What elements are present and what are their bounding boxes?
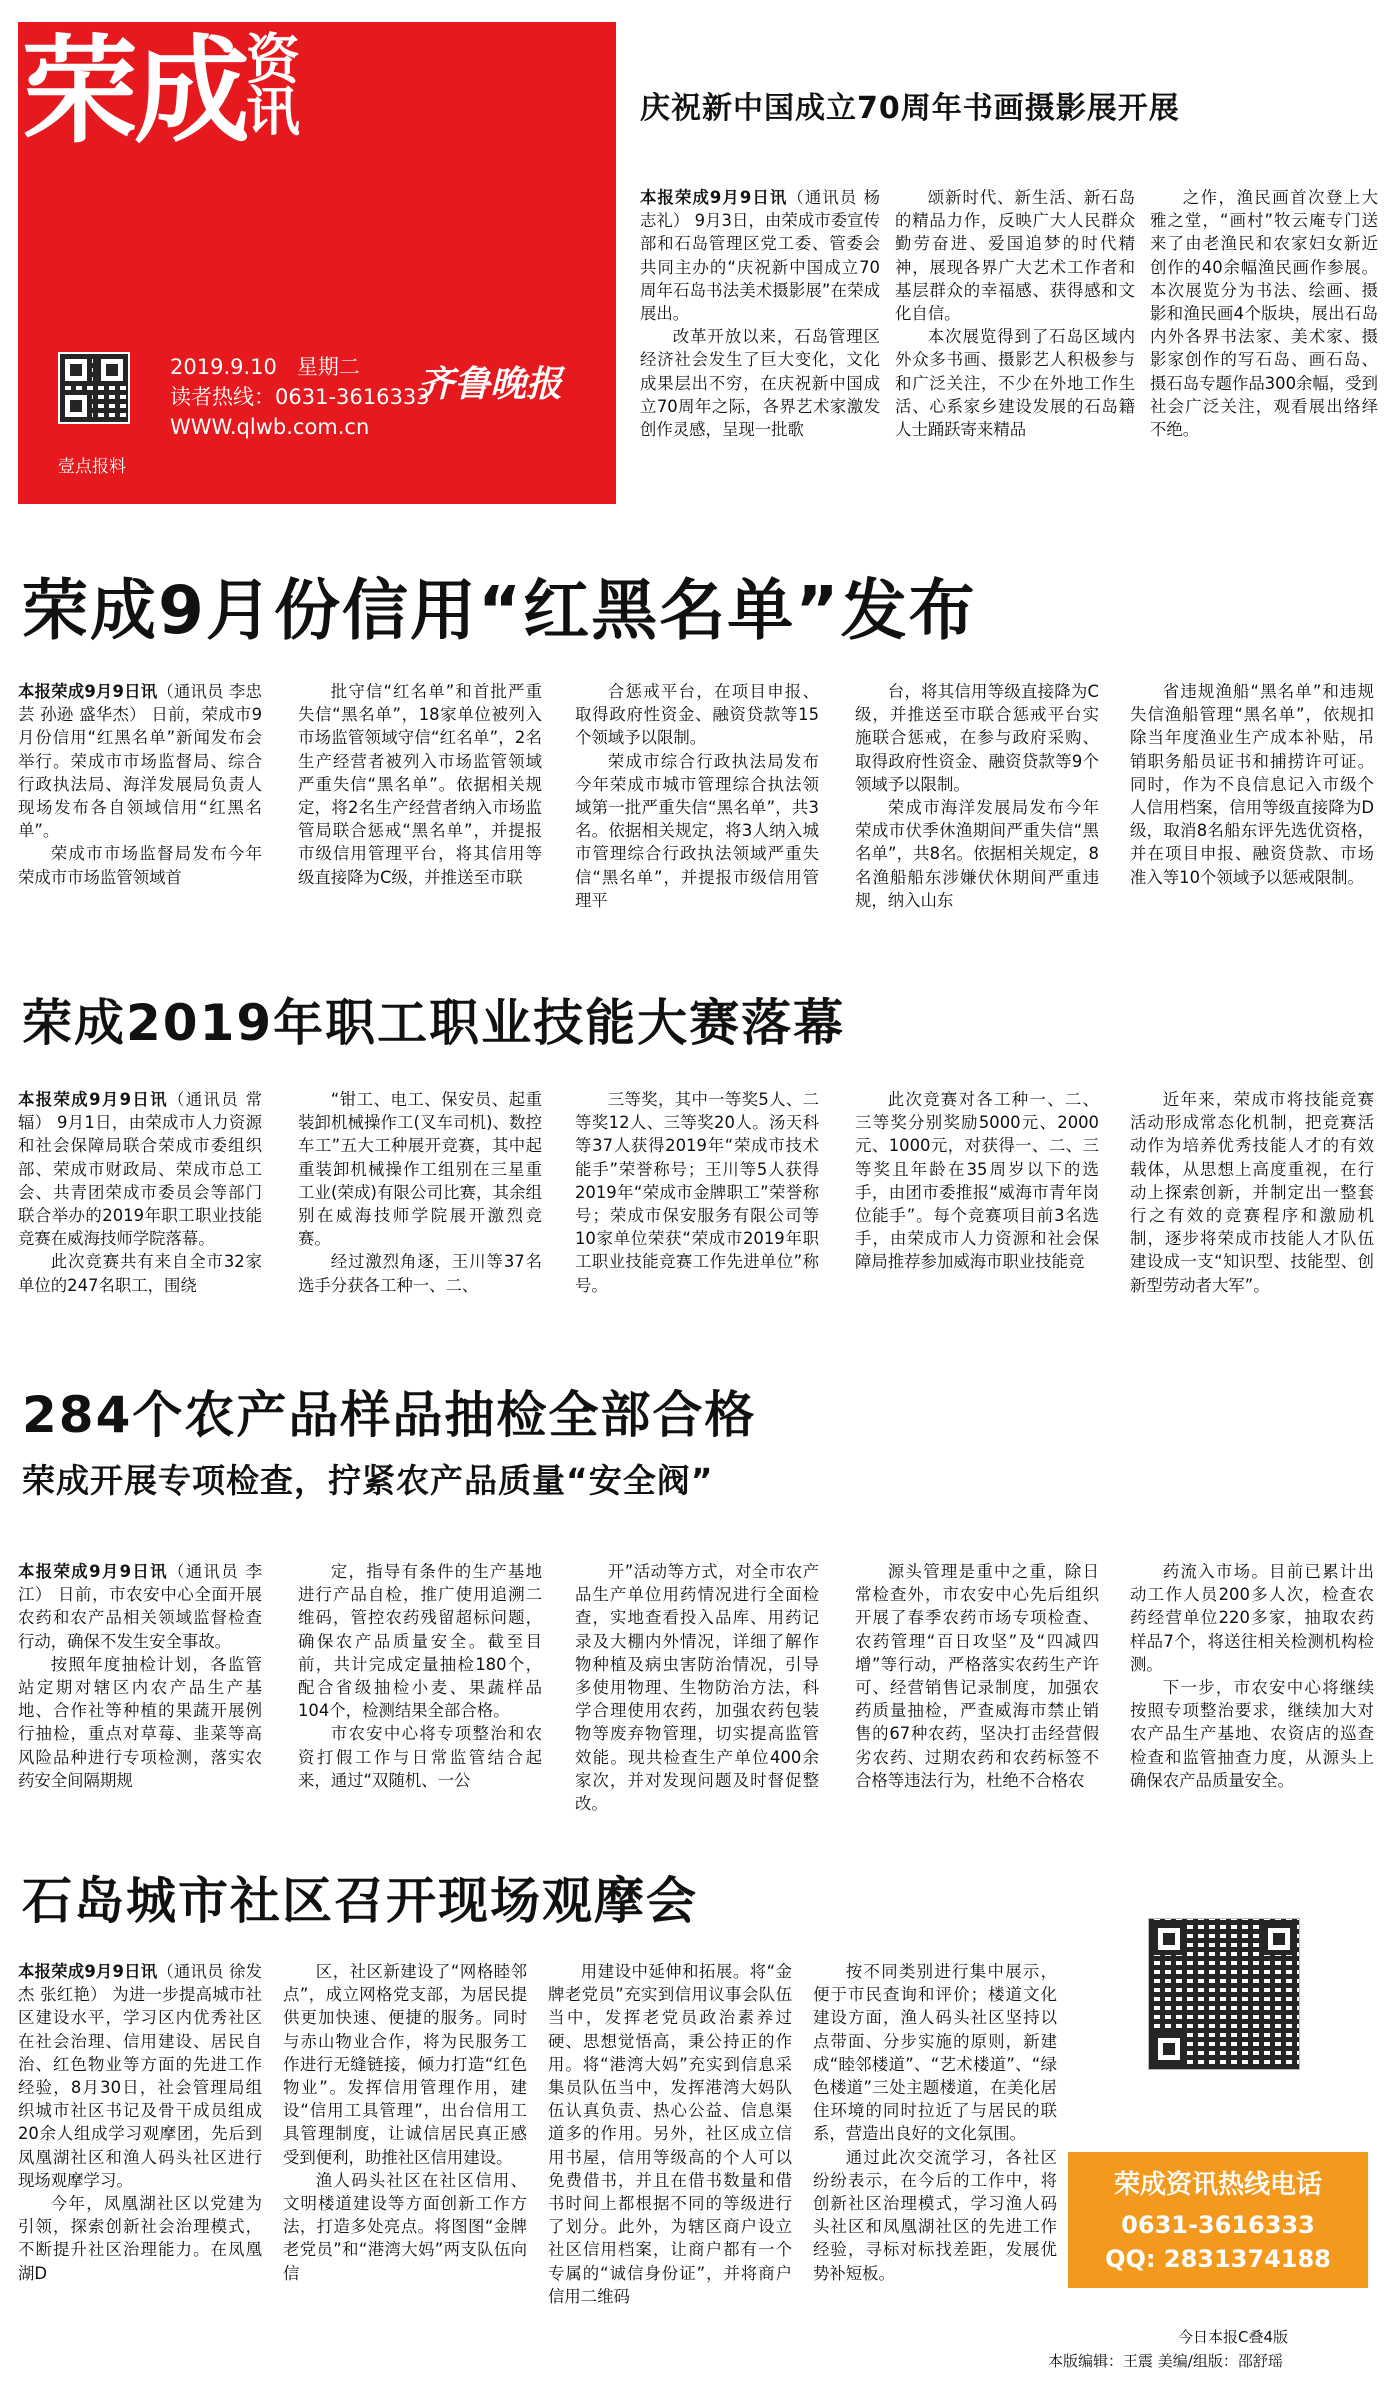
shidao-column-4 (813, 1960, 1057, 2375)
masthead-hotline: 读者热线：0631-3616333 (170, 385, 430, 409)
farm-subhead: 荣成开展专项检查，拧紧农产品质量“安全阀” (22, 1461, 714, 1500)
skills-column-1 (18, 1088, 262, 1324)
hotline-title: 荣成资讯热线电话 (1113, 2170, 1322, 2200)
dateline: 本报荣成9月9日讯 (18, 1090, 168, 1109)
hotline-qq: QQ: 2831374188 (1105, 2245, 1331, 2273)
masthead-title-small (246, 28, 306, 143)
masthead-info (170, 352, 430, 442)
skills-column-2 (298, 1088, 542, 1324)
dateline: 本报荣成9月9日讯 (18, 682, 158, 701)
paragraph: 荣成市市场监督局发布今年荣成市市场监管领域首 (18, 844, 262, 887)
hotline-phone: 0631-3616333 (1121, 2211, 1315, 2239)
masthead-website[interactable]: WWW.qlwb.com.cn (170, 415, 370, 439)
paragraph: 定，指导有条件的生产基地进行产品自检，推广使用追溯二维码，管控农药残留超标问题，确保农产品质量安全。截至目前，共计完成定量抽检180个，配合省级抽检小麦、果蔬样品104个，检测结果全部合格。 (298, 1562, 542, 1721)
paragraph: 台，将其信用等级直接降为C级，并推送至市联合惩戒平台实施联合惩戒，在参与政府采购、取得政府性资金、融资贷款等9个领域予以限制。 (855, 682, 1099, 794)
farm-column-5 (1130, 1560, 1374, 1818)
lead-column-2 (895, 186, 1135, 506)
farm-column-3: 开”活动等方式，对全市农产品生产单位用药情况进行全面检查，实地查看投入品库、用药记录及大棚内外情况，详细了解作物种植及病虫害防治情况，引导多使用物理、生物防治方法，科学合理使用农药，加强农药包装物等废弃物管理，切实提高监管效能。现共检查生产单位400余家次，并对发现问题及时督促整改。 (575, 1562, 819, 1814)
lead-column-1 (640, 186, 880, 506)
lead-column-3: 之作，渔民画首次登上大雅之堂，“画村”牧云庵专门送来了由老渔民和农家妇女新近创作的40余幅渔民画作参展。本次展览分为书法、绘画、摄影和渔民画4个版块，展出石岛内外各界书法家、美术家、摄影家创作的写石岛、画石岛、摄石岛专题作品300余幅，受到社会广泛关注，观看展出络绎不绝。 (1150, 188, 1378, 440)
shidao-column-3: 用建设中延伸和拓展。将“金牌老党员”充实到信用议事会队伍当中，发挥老党员政治素养过硬、思想觉悟高，秉公持正的作用。将“港湾大妈”充实到信息采集员队伍当中，发挥港湾大妈队伍认真负责、热心公益、信息渠道多的作用。另外，社区成立信用书屋，信用等级高的个人可以免费借书，并且在借书数量和借书时间上都根据不同的等级进行了划分。此外，为辖区商户设立社区信用档案，让商户都有一个专属的“诚信身份证”，并将商户信用二维码 (548, 1962, 792, 2306)
paragraph: 本报荣成9月9日讯（通讯员 杨志礼） 9月3日，由荣成市委宣传部和石岛管理区党工委、管委会共同主办的“庆祝新中国成立70周年石岛书法美术摄影展”在荣成展出。 (640, 188, 880, 324)
credit-headline: 荣成9月份信用“红黑名单”发布 (22, 572, 977, 649)
masthead-title-main: 荣成 (22, 24, 246, 159)
masthead-date: 2019.9.10 星期二 (170, 355, 360, 379)
farm-headline: 284个农产品样品抽检全部合格 (22, 1386, 757, 1444)
shidao-headline: 石岛城市社区召开现场观摩会 (22, 1872, 698, 1930)
credit-column-3 (575, 680, 819, 935)
paragraph: 本报荣成9月9日讯（通讯员 李忠芸 孙逊 盛华杰） 日前，荣成市9月份信用“红黑名单”新闻发布会举行。荣成市市场监督局、综合行政执法局、海洋发展局负责人现场发布各自领域信用“红黑名单”。 (18, 682, 262, 841)
paragraph: 改革开放以来，石岛管理区经济社会发生了巨大变化，文化成果层出不穷，在庆祝新中国成立70周年之际，各界艺术家激发创作灵感，呈现一批歌 (640, 327, 880, 440)
credit-column-4 (855, 680, 1099, 935)
paragraph: 颂新时代、新生活、新石岛的精品力作，反映广大人民群众勤劳奋进、爱国追梦的时代精神，展现各界广大艺术工作者和基层群众的幸福感、获得感和文化自信。 (895, 188, 1135, 324)
dateline: 本报荣成9月9日讯 (18, 1962, 158, 1981)
farm-column-2 (298, 1560, 542, 1818)
paragraph: 合惩戒平台，在项目申报、取得政府性资金、融资贷款等15个领域予以限制。 (575, 682, 819, 748)
paragraph: 按不同类别进行集中展示，便于市民查询和评价；楼道文化建设方面，渔人码头社区坚持以点带面、分步实施的原则，新建成“睦邻楼道”、“艺术楼道”、“绿色楼道”三处主题楼道，在美化居住环境的同时拉近了与居民的联系，营造出良好的文化氛围。 (813, 1962, 1057, 2144)
masthead-title (22, 24, 306, 159)
paragraph: 渔人码头社区在社区信用、文明楼道建设等方面创新工作方法，打造多处亮点。将图图“金牌老党员”和“港湾大妈”两支队伍向信 (283, 2170, 527, 2283)
hotline-qr-code[interactable] (1148, 1918, 1300, 2070)
paragraph: 经过激烈角逐，王川等37名选手分获各工种一、二、 (298, 1252, 542, 1295)
footer-editor-credit: 本版编辑：王震 美编/组版：邵舒瑶 (1048, 2352, 1283, 2370)
paragraph: 此次竞赛共有来自全市32家单位的247名职工，围绕 (18, 1252, 262, 1295)
paragraph: 本报荣成9月9日讯（通讯员 常辐） 9月1日，由荣成市人力资源和社会保障局联合荣成市委组织部、荣成市财政局、荣成市总工会、共青团荣成市委员会等部门联合举办的2019年职工职业技能竞赛在威海技师学院落幕。 (18, 1090, 262, 1249)
credit-column-1 (18, 680, 262, 935)
hotline-box (1068, 2152, 1368, 2288)
lead-headline: 庆祝新中国成立70周年书画摄影展开展 (640, 91, 1180, 126)
masthead-title-small2: 讯 (246, 80, 298, 143)
dateline: 本报荣成9月9日讯 (640, 188, 788, 207)
paragraph: 本报荣成9月9日讯（通讯员 徐发杰 张红艳） 为进一步提高城市社区建设水平，学习区内优秀社区在社会治理、信用建设、居民自治、红色物业等方面的先进工作经验，8月30日，社会管理局组织城市社区书记及骨干成员组成20余人组成学习观摩团，先后到凤凰湖社区和渔人码头社区进行现场观摩学习。 (18, 1962, 262, 2190)
farm-column-1 (18, 1560, 262, 1818)
shidao-column-1 (18, 1960, 262, 2375)
credit-column-2: 批守信“红名单”和首批严重失信“黑名单”，18家单位被列入市场监管领域守信“红名单”，2名生产经营者被列入市场监管领域严重失信“黑名单”。依据相关规定，将2名生产经营者纳入市场监管局联合惩戒“黑名单”，并提报市级信用管理平台，将其信用等级直接降为C级，并推送至市联 (298, 682, 542, 887)
skills-column-4: 此次竞赛对各工种一、二、三等奖分别奖励5000元、2000元、1000元，对获得一、二、三等奖且年龄在35周岁以下的选手，由团市委推报“威海市青年岗位能手”。每个竞赛项目前3名选手，由荣成市人力资源和社会保障局推荐参加威海市职业技能竞 (855, 1090, 1099, 1272)
farm-column-4: 源头管理是重中之重，除日常检查外，市农安中心先后组织开展了春季农药市场专项检查、农药管理“百日攻坚”及“四减四增”等行动，严格落实农药生产许可、经营销售记录制度，加强农药质量抽检，严查威海市禁止销售的67种农药，坚决打击经营假劣农药、过期农药和农药标签不合格等违法行为，杜绝不合格农 (855, 1562, 1099, 1790)
scan-label: 壹点报料 (58, 457, 126, 477)
paragraph: “钳工、电工、保安员、起重装卸机械操作工(叉车司机)、数控车工”五大工种展开竞赛，其中起重装卸机械操作工组别在三星重工业(荣成)有限公司比赛，其余组别在威海技师学院展开激烈竞赛。 (298, 1090, 542, 1249)
footer-section-note: 今日本报C叠4版 (1178, 2328, 1289, 2346)
paragraph: 下一步，市农安中心将继续按照专项整治要求，继续加大对农产品生产基地、农资店的巡查检查和监管抽查力度，从源头上确保农产品质量安全。 (1130, 1678, 1374, 1790)
paragraph: 荣成市综合行政执法局发布今年荣成市城市管理综合执法领域第一批严重失信“黑名单”，共3名。依据相关规定，将3人纳入城市管理综合行政执法领域严重失信“黑名单”，并提报市级信用管理平 (575, 751, 819, 910)
credit-column-5: 省违规渔船“黑名单”和违规失信渔船管理“黑名单”，依规扣除当年度渔业生产成本补贴，吊销职务船员证书和捕捞许可证。同时，作为不良信息记入市级个人信用档案，信用等级直接降为D级，取消8名船东评先选优资格，并在项目申报、融资贷款、市场准入等10个领域予以惩戒限制。 (1130, 682, 1374, 887)
paragraph: 市农安中心将专项整治和农资打假工作与日常监管结合起来，通过“双随机、一公 (298, 1724, 542, 1790)
paragraph: 今年，凤凰湖社区以党建为引领，探索创新社会治理模式，不断提升社区治理能力。在凤凰湖D (18, 2194, 262, 2283)
paragraph: 按照年度抽检计划，各监管站定期对辖区内农产品生产基地、合作社等种植的果蔬开展例行抽检，重点对草莓、韭菜等高风险品种进行专项检测，落实农药安全间隔期规 (18, 1654, 262, 1790)
paragraph: 本报荣成9月9日讯（通讯员 李江） 日前，市农安中心全面开展农药和农产品相关领域监督检查行动，确保不发生安全事故。 (18, 1562, 262, 1651)
paragraph: 荣成市海洋发展局发布今年荣成市伏季休渔期间严重失信“黑名单”，共8名。依据相关规定，8名渔船船东涉嫌伏休期间严重违规，纳入山东 (855, 798, 1099, 910)
paper-logo: 齐鲁晚报 (418, 363, 563, 405)
paragraph: 药流入市场。目前已累计出动工作人员200多人次，检查农药经营单位220多家，抽取农药样品7个，将送往相关检测机构检测。 (1130, 1562, 1374, 1674)
paragraph: 区，社区新建设了“网格睦邻点”，成立网格党支部，为居民提供更加快速、便捷的服务。同时与赤山物业合作，将为民服务工作进行无缝链接，倾力打造“红色物业”。发挥信用管理作用，建设“信用工具管理”，出台信用工具管理制度，让诚信居民真正感受到便利，助推社区信用建设。 (283, 1962, 527, 2167)
dateline: 本报荣成9月9日讯 (18, 1562, 168, 1581)
skills-column-5: 近年来，荣成市将技能竞赛活动形成常态化机制，把竞赛活动作为培养优秀技能人才的有效载体，从思想上高度重视，在行动上探索创新，并制定出一整套行之有效的竞赛程序和激励机制，逐步将荣成市技能人才队伍建设成一支“知识型、技能型、创新型劳动者大军”。 (1130, 1090, 1374, 1295)
shidao-column-2 (283, 1960, 527, 2375)
skills-column-3: 三等奖，其中一等奖5人、二等奖12人、三等奖20人。汤天科等37人获得2019年“荣成市技术能手”荣誉称号；王川等5人获得2019年“荣成市金牌职工”荣誉称号；荣成市保安服务有限公司等10家单位荣获“荣成市2019年职工职业技能竞赛工作先进单位”称号。 (575, 1090, 819, 1295)
skills-headline: 荣成2019年职工职业技能大赛落幕 (22, 994, 846, 1052)
masthead-title-small1: 资 (246, 28, 298, 91)
masthead-qr-code[interactable] (58, 352, 130, 424)
paragraph: 本次展览得到了石岛区域内外众多书画、摄影艺人积极参与和广泛关注，不少在外地工作生活、心系家乡建设发展的石岛籍人士踊跃寄来精品 (895, 327, 1135, 440)
paragraph: 通过此次交流学习，各社区纷纷表示，在今后的工作中，将创新社区治理模式，学习渔人码头社区和凤凰湖社区的先进工作经验，寻标对标找差距，发展优势补短板。 (813, 2147, 1057, 2283)
